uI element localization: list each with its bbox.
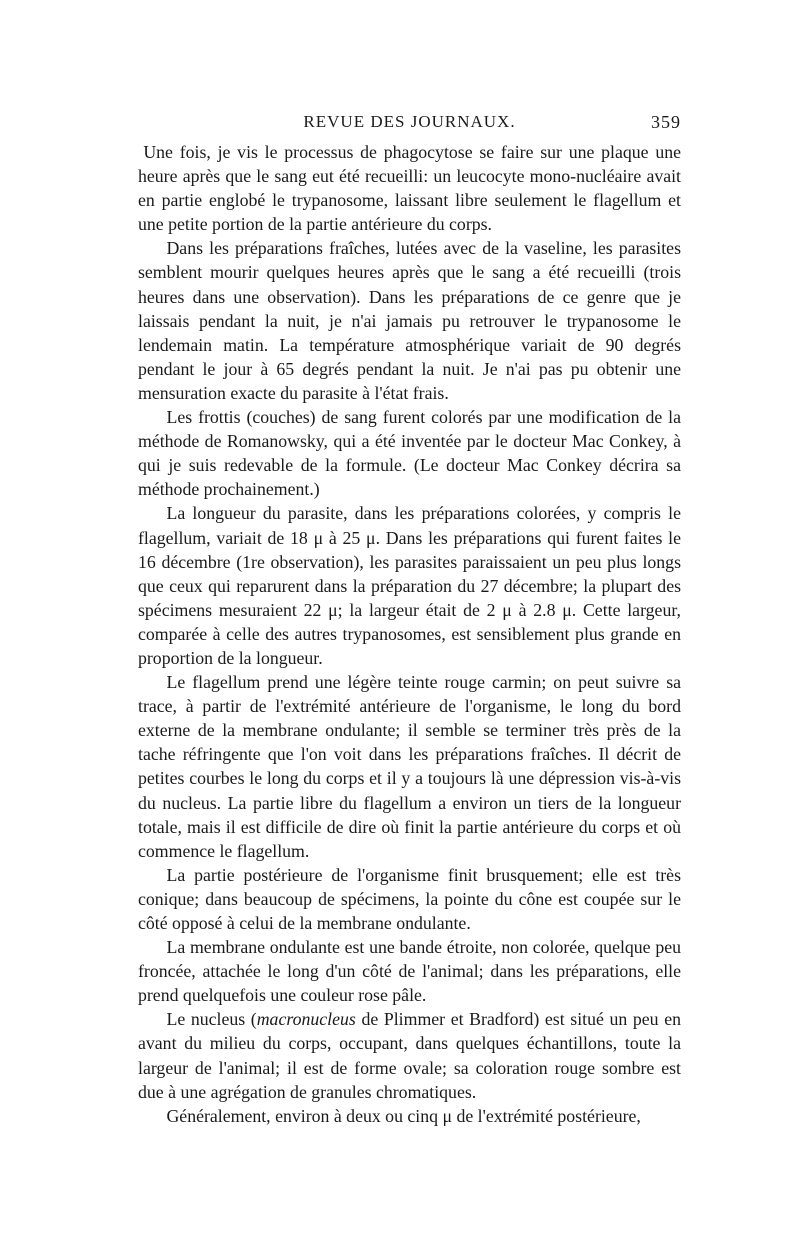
- nucleus-text-before: Le nucleus (: [166, 1009, 257, 1030]
- page-number: 359: [651, 112, 681, 132]
- nucleus-text-after: de Plimmer et Bradford) est situé un peu en avant du milieu du corps, occupant, dans quelques échantillons, toute la largeur de l'animal; il est de forme ovale; sa coloration rouge sombre est due à une agrégation de granules chromatiques.: [138, 1009, 681, 1102]
- running-head: [138, 106, 681, 140]
- paragraph-longueur: La longueur du parasite, dans les préparations colorées, y compris le flagellum, variait de 18 μ à 25 μ. Dans les préparations qui furent faites le 16 décembre (1re observation), les parasites paraissaient un peu plus longs que ceux qui reparurent dans la préparation du 27 décembre; la plupart des spécimens mesuraient 22 μ; la largeur était de 2 μ à 2.8 μ. Cette largeur, comparée à celle des autres trypanosomes, est sensiblement plus grande en proportion de la longueur.: [138, 503, 681, 668]
- nucleus-italic-term: macronucleus: [256, 1009, 356, 1030]
- body-text: [138, 140, 681, 1128]
- paragraph-flagellum: Le flagellum prend une légère teinte rouge carmin; on peut suivre sa trace, à partir de l'extrémité antérieure de l'organisme, le long du bord externe de la membrane ondulante; il semble se terminer très près de la tache réfringente que l'on voit dans les préparations fraîches. Il décrit de petites courbes le long du corps et il y a toujours là une dépression vis-à-vis du nucleus. La partie libre du flagellum a environ un tiers de la longueur totale, mais il est difficile de dire où finit la partie antérieure du corps et où commence le flagellum.: [138, 672, 681, 861]
- paragraph-nucleus: [138, 1007, 681, 1103]
- paragraph-phagocytose: Une fois, je vis le processus de phagocytose se faire sur une plaque une heure après que le sang eut été recueilli: un leucocyte mono-nucléaire avait en partie englobé le trypanosome, laissant libre seulement le flagellum et une petite portion de la partie antérieure du corps.: [138, 142, 681, 235]
- paragraph-frottis: Les frottis (couches) de sang furent colorés par une modification de la méthode de Romanowsky, qui a été inventée par le docteur Mac Conkey, à qui je suis redevable de la formule. (Le docteur Mac Conkey décrira sa méthode prochainement.): [138, 407, 681, 500]
- book-page: [138, 106, 681, 1128]
- paragraph-generalement: Généralement, environ à deux ou cinq μ de l'extrémité postérieure,: [166, 1105, 641, 1126]
- paragraph-membrane-ondulante: La membrane ondulante est une bande étroite, non colorée, quelque peu froncée, attachée le long d'un côté de l'animal; dans les préparations, elle prend quelquefois une couleur rose pâle.: [138, 937, 681, 1006]
- running-title: REVUE DES JOURNAUX.: [303, 112, 516, 131]
- paragraph-partie-posterieure: La partie postérieure de l'organisme finit brusquement; elle est très conique; dans beaucoup de spécimens, la pointe du cône est coupée sur le côté opposé à celui de la membrane ondulante.: [138, 864, 681, 933]
- paragraph-preparations-fraiches: Dans les préparations fraîches, lutées avec de la vaseline, les parasites semblent mourir quelques heures après que le sang a été recueilli (trois heures dans une observation). Dans les préparations de ce genre que je laissais pendant la nuit, je n'ai jamais pu retrouver le trypanosome le lendemain matin. La température atmosphérique variait de 90 degrés pendant le jour à 65 degrés pendant la nuit. Je n'ai pas pu obtenir une mensuration exacte du parasite à l'état frais.: [138, 238, 681, 403]
